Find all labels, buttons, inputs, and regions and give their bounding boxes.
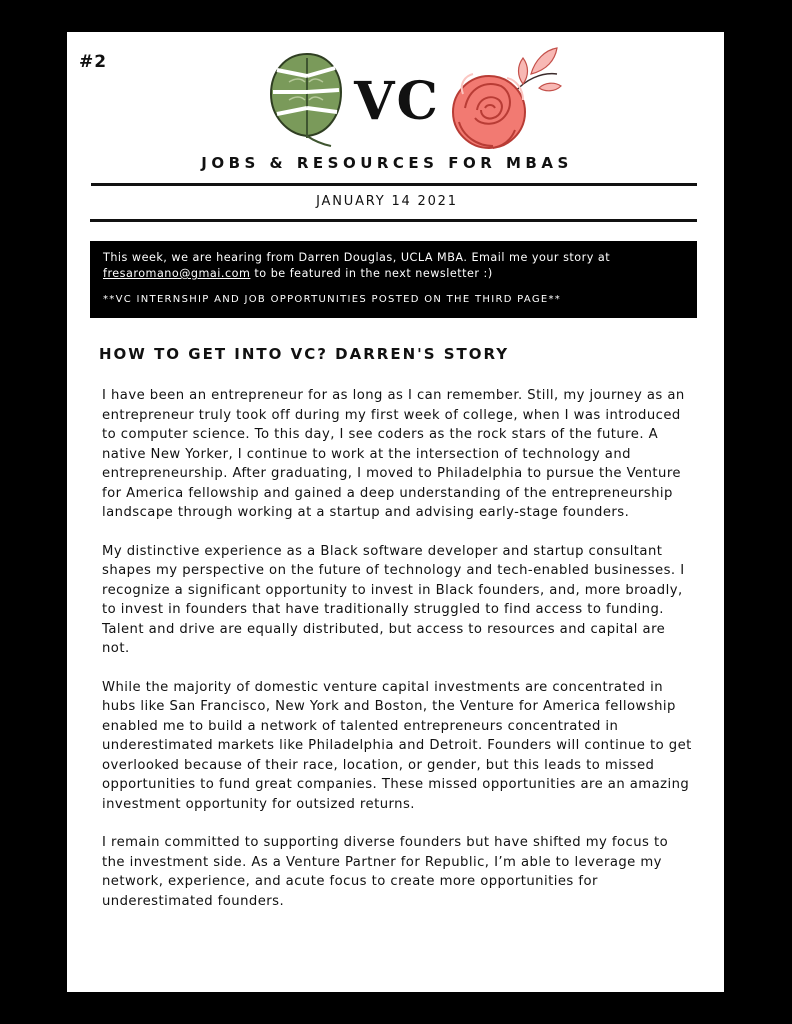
vc-logo: VC — [354, 71, 440, 132]
monstera-leaf-icon — [267, 48, 345, 148]
story-paragraph: I remain committed to supporting diverse founders but have shifted my focus to the investment side. As a Venture Partner for Republic, I’m able to leverage my network, experience, and acute focus to create more opportunities for underestimated founders. — [102, 835, 669, 909]
notice-box — [90, 241, 697, 318]
story-paragraph: I have been an entrepreneur for as long as I can remember. Still, my journey as an entrepreneur truly took off during my first week of college, when I was introduced to computer science. To this day, I see coders as the rock stars of the future. A native New Yorker, I continue to work at the intersection of technology and entrepreneurship. After graduating, I moved to Philadelphia to pursue the Venture for America fellowship and gained a deep understanding of the entrepreneurship landscape through working at a startup and advising early-stage founders. — [102, 388, 685, 520]
opportunities-note: **VC INTERNSHIP AND JOB OPPORTUNITIES POSTED ON THE THIRD PAGE** — [103, 294, 562, 305]
issue-number: #2 — [79, 52, 108, 72]
rose-icon — [445, 44, 563, 156]
newsletter-subtitle: JOBS & RESOURCES FOR MBAS — [201, 154, 573, 172]
issue-date: JANUARY 14 2021 — [316, 194, 458, 209]
notice-line1: This week, we are hearing from Darren Douglas, UCLA MBA. Email me your story at — [103, 251, 611, 264]
story-paragraph: My distinctive experience as a Black software developer and startup consultant shapes my perspective on the future of technology and tech-enabled businesses. I recognize a significant opportunity to invest in Black founders, and, more broadly, to invest in founders that have traditionally struggled to find access to funding. Talent and drive are equally distributed, but access to resources and capital are not. — [102, 543, 685, 656]
story-title: HOW TO GET INTO VC? DARREN'S STORY — [99, 345, 510, 363]
story-body — [102, 386, 692, 930]
newsletter-page — [67, 32, 724, 992]
notice-intro — [103, 250, 685, 282]
notice-line2: to be featured in the next newsletter :) — [250, 267, 493, 280]
divider-top — [91, 183, 697, 186]
masthead — [67, 40, 724, 150]
story-paragraph: While the majority of domestic venture capital investments are concentrated in hubs like San Francisco, New York and Boston, the Venture for America fellowship enabled me to build a network of talented entrepreneurs concentrated in underestimated markets like Philadelphia and Detroit. Founders will continue to get overlooked because of their race, location, or gender, but this leads to missed opportunities to fund great companies. These missed opportunities are an amazing investment opportunity for outsized returns. — [102, 679, 692, 812]
divider-bottom — [90, 219, 697, 222]
email-link[interactable]: fresaromano@gmai.com — [103, 267, 251, 280]
